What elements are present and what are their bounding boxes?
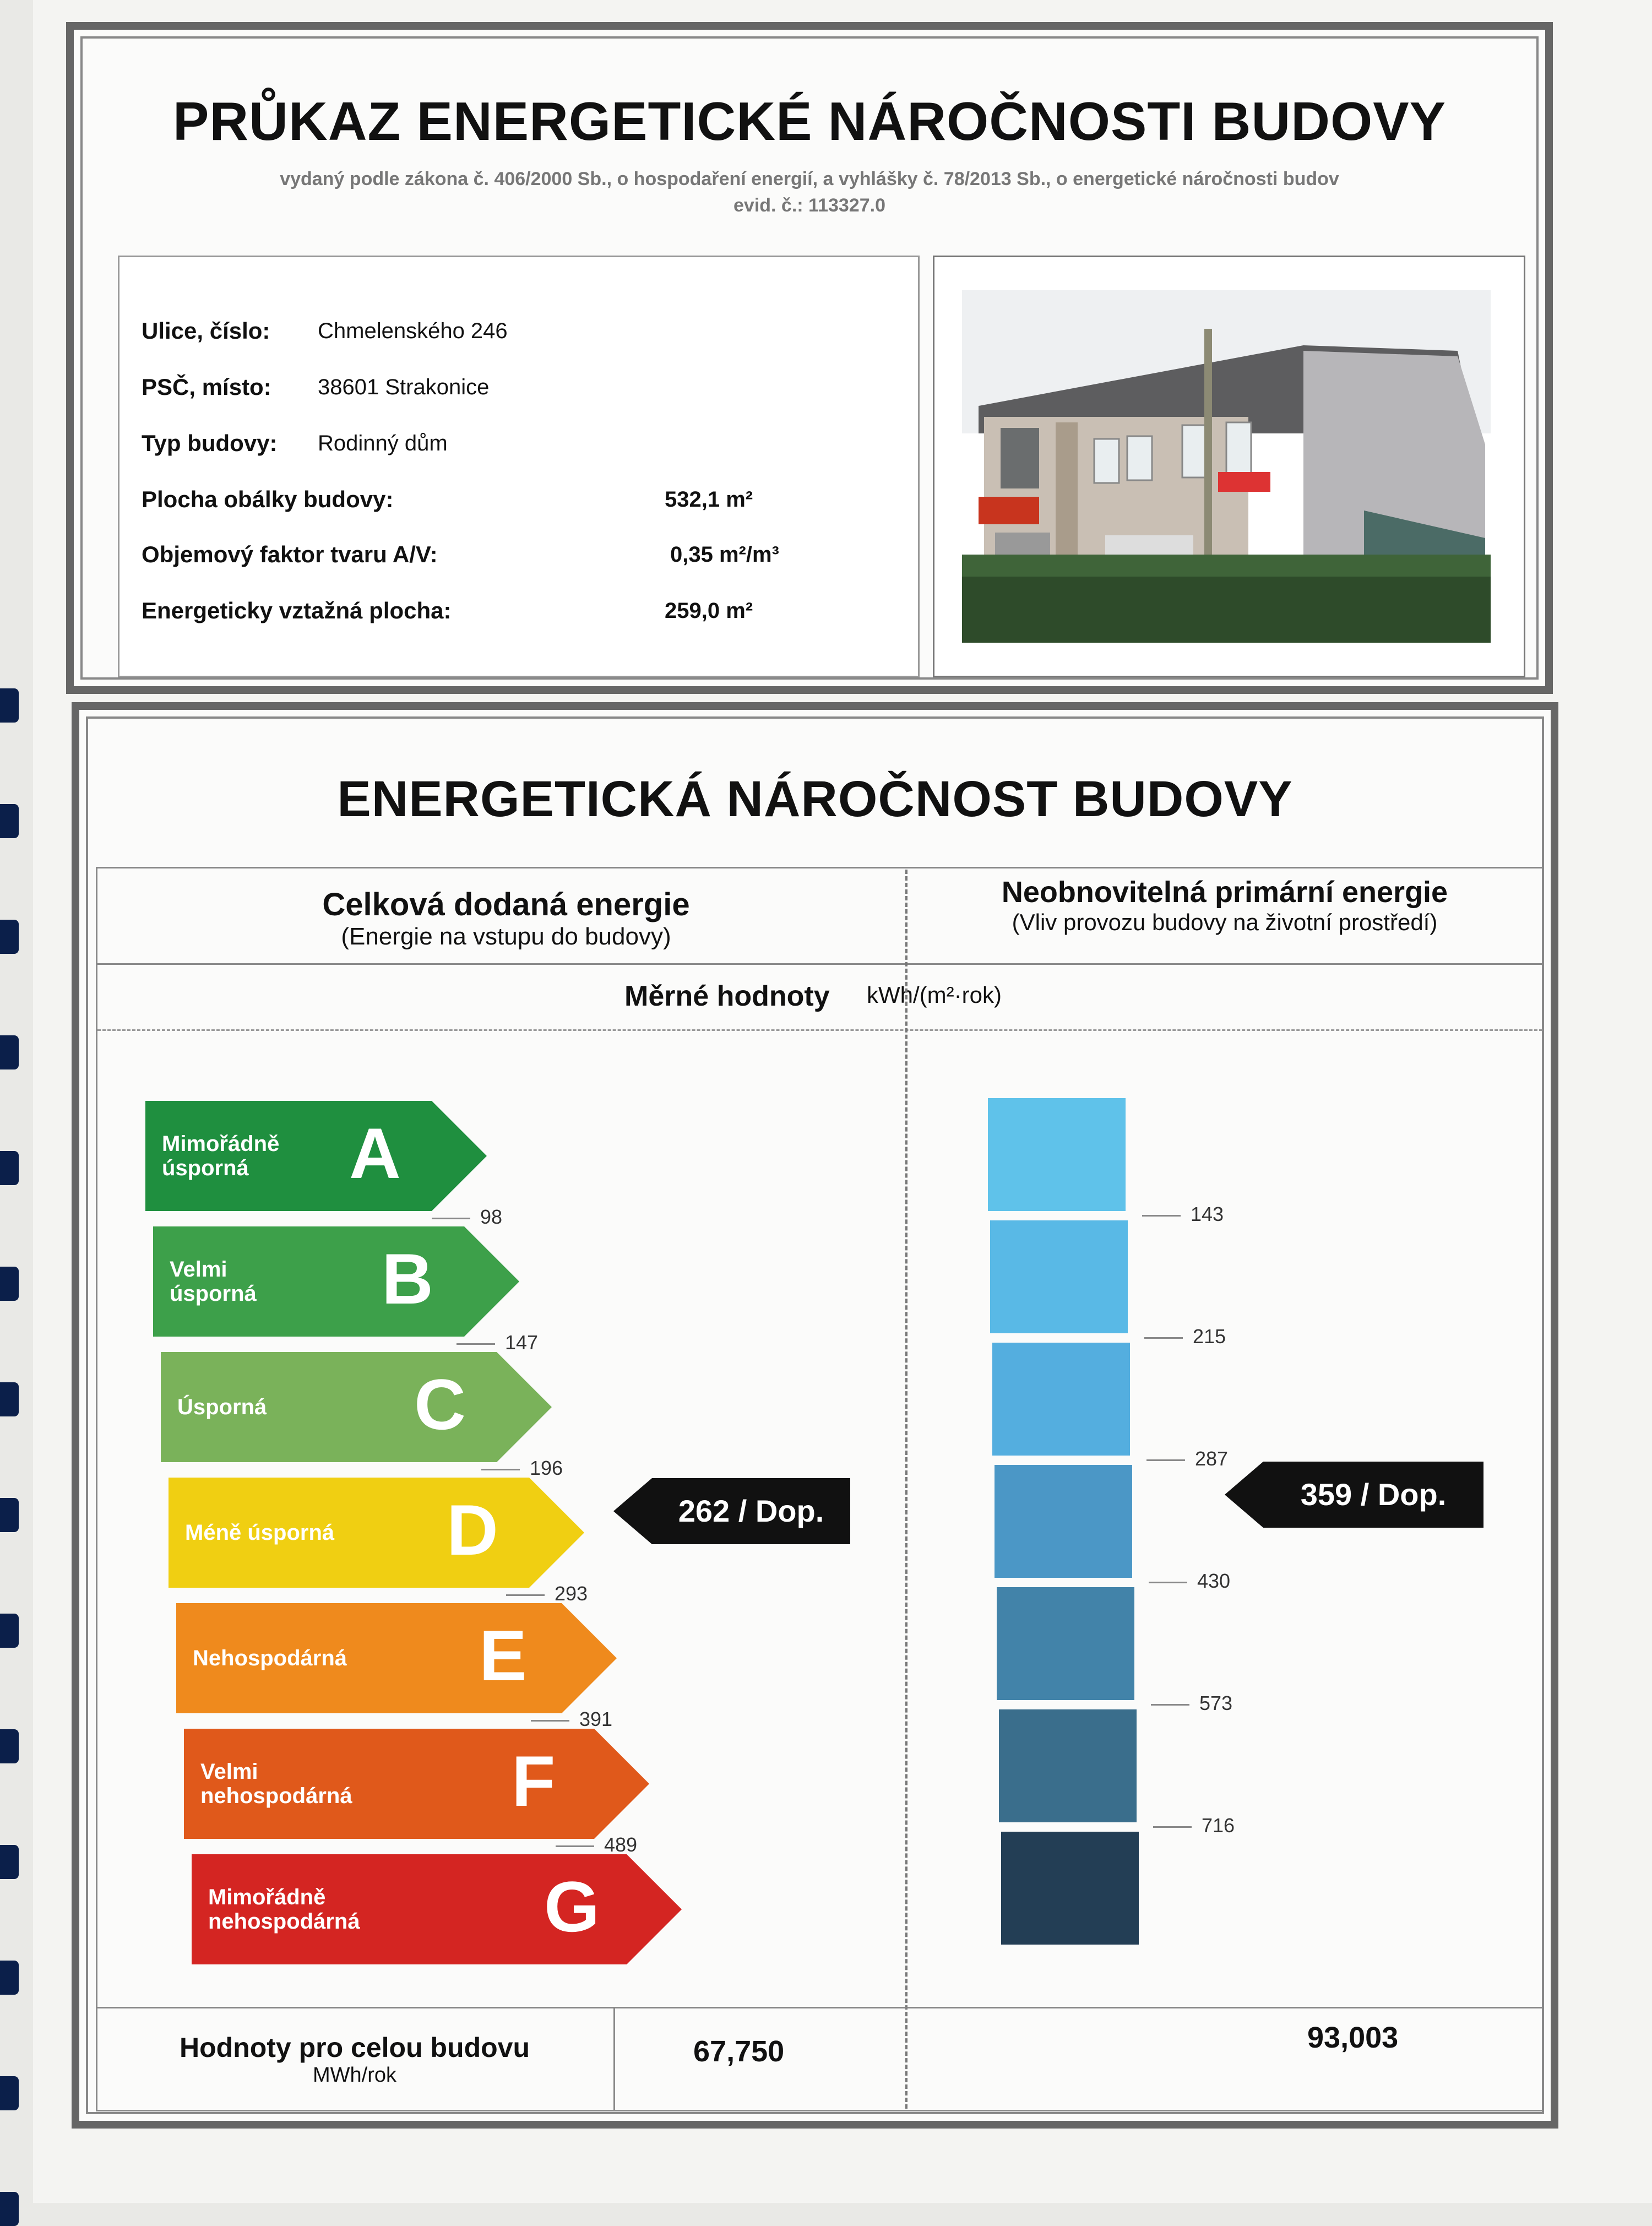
binding-ring [0,2076,19,2110]
energy-class-bar-f [184,1729,649,1839]
primary-threshold-value: 287 [1146,1447,1228,1470]
building-info-box [118,256,920,677]
primary-energy-header [916,875,1533,936]
totals-label-cell [101,2032,608,2087]
energy-class-bar-d [169,1478,584,1588]
units-divider [97,1029,1542,1031]
energy-class-label: Velmi nehospodárná [200,1760,352,1808]
energy-class-bar-b [153,1226,519,1337]
evidence-number: evid. č.: 113327.0 [733,195,885,216]
binding-ring [0,1498,19,1532]
binding-ring [0,920,19,954]
building-photo [962,290,1491,643]
column-divider [905,870,907,2109]
building-photo-frame [933,256,1525,677]
info-label-envelope: Plocha obálky budovy: [142,486,394,512]
primary-energy-class-block [1001,1832,1139,1945]
delivered-threshold-value: 489 [556,1833,637,1856]
info-label-reference-area: Energeticky vztažná plocha: [142,598,452,623]
energy-class-label: Velmi úsporná [170,1257,257,1306]
primary-energy-class-block [995,1465,1132,1578]
delivered-energy-result-badge: 262 / Dop. [652,1478,850,1544]
energy-class-letter: F [512,1741,556,1821]
units-label: kWh/(m²·rok) [867,982,1002,1008]
primary-energy-title: Neobnovitelná primární energie [1001,876,1448,909]
document-subtitle: vydaný podle zákona č. 406/2000 Sb., o hospodaření energií, a vyhlášky č. 78/2013 Sb., o energetické náročnosti budov [280,169,1339,189]
energy-class-letter: D [447,1490,498,1570]
primary-energy-total: 93,003 [1307,2021,1399,2054]
binding-ring [0,2192,19,2226]
binding-ring [0,804,19,838]
info-label-zip: PSČ, místo: [142,374,271,400]
binding-ring [0,1845,19,1879]
binding-ring [0,1961,19,1995]
energy-rating-frame [72,702,1558,2129]
primary-energy-result-badge: 359 / Dop. [1263,1462,1483,1528]
energy-class-letter: G [544,1866,600,1947]
energy-class-label: Nehospodárná [193,1646,347,1670]
binding-ring [0,688,19,723]
binding-ring [0,1614,19,1648]
binding-ring [0,1267,19,1301]
primary-threshold-value: 143 [1142,1203,1224,1226]
delivered-energy-header [101,886,911,951]
energy-class-label: Mimořádně nehospodárná [208,1885,360,1934]
energy-class-bar-g [192,1854,682,1964]
delivered-threshold-value: 196 [481,1457,563,1480]
info-label-shape-factor: Objemový faktor tvaru A/V: [142,541,438,567]
binding-ring [0,1151,19,1185]
binding-ring [0,1035,19,1069]
binding-ring [0,1382,19,1416]
primary-threshold-value: 215 [1144,1325,1226,1348]
energy-class-bar-a [145,1101,487,1211]
delivered-energy-subtitle: (Energie na vstupu do budovy) [341,923,671,950]
section-title: ENERGETICKÁ NÁROČNOST BUDOVY [337,771,1293,827]
energy-class-letter: B [382,1239,433,1319]
energy-class-letter: C [414,1364,466,1445]
delivered-threshold-value: 293 [506,1582,588,1605]
specific-values-label: Měrné hodnoty [624,980,830,1012]
document-page [33,0,1652,2203]
delivered-energy-title: Celková dodaná energie [322,887,690,922]
info-label-type: Typ budovy: [142,430,278,456]
totals-cell-divider [613,2007,615,2111]
primary-energy-class-block [988,1098,1126,1211]
energy-class-label: Méně úsporná [185,1521,335,1545]
primary-energy-class-block [997,1587,1134,1700]
energy-class-bar-c [161,1352,552,1462]
energy-class-letter: A [349,1113,401,1193]
primary-threshold-value: 716 [1153,1814,1235,1837]
document-title: PRŮKAZ ENERGETICKÉ NÁROČNOSTI BUDOVY [173,91,1446,151]
primary-energy-subtitle: (Vliv provozu budovy na životní prostředí) [1012,909,1438,935]
totals-divider [97,2007,1542,2008]
delivered-threshold-value: 391 [531,1708,612,1731]
info-value-shape-factor: 0,35 m²/m³ [670,542,779,567]
info-value-envelope: 532,1 m² [665,487,753,512]
energy-class-bar-e [176,1603,617,1713]
info-value-reference-area: 259,0 m² [665,599,753,623]
delivered-energy-total: 67,750 [693,2035,785,2068]
header-frame [66,22,1553,694]
totals-label: Hodnoty pro celou budovu [179,2032,530,2063]
delivered-threshold-value: 98 [432,1206,502,1229]
primary-energy-class-block [992,1343,1130,1456]
totals-unit: MWh/rok [313,2064,396,2087]
primary-threshold-value: 430 [1149,1570,1230,1593]
binding-ring [0,1729,19,1763]
spiral-binding [0,0,33,2203]
primary-threshold-value: 573 [1151,1692,1232,1715]
primary-energy-class-block [999,1709,1137,1822]
info-value-type: Rodinný dům [318,431,448,455]
info-label-street: Ulice, číslo: [142,318,270,344]
energy-class-label: Mimořádně úsporná [162,1132,280,1180]
energy-class-label: Úsporná [177,1395,267,1419]
primary-energy-class-block [990,1220,1128,1333]
delivered-threshold-value: 147 [457,1331,538,1354]
header-divider [97,963,1542,965]
info-value-street: Chmelenského 246 [318,319,508,343]
info-value-zip: 38601 Strakonice [318,375,490,399]
energy-class-letter: E [479,1615,527,1696]
